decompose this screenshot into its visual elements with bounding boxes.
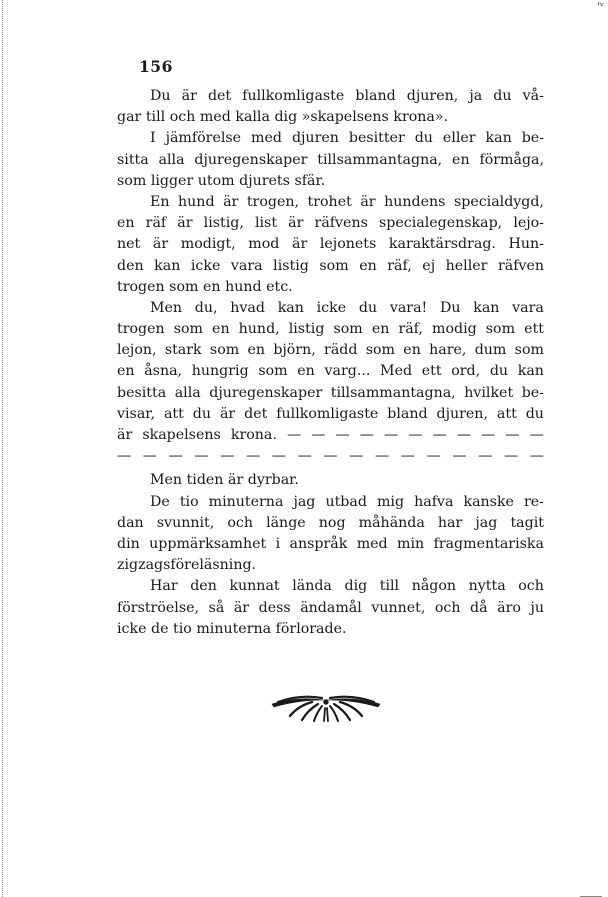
text-line: De tio minuterna jag utbad mig hafva kanske re- — [150, 493, 544, 510]
text-line: en räf är listig, list är räfvens specialegenskap, lejo- — [117, 215, 544, 232]
text-line: zigzagsföreläsning. — [117, 557, 257, 574]
text-line: en åsna, hungrig som en varg... Med ett ord, du kan — [117, 363, 544, 380]
text-line: Har den kunnat lända dig till någon nytta och — [150, 578, 544, 595]
page-edge-rule — [2, 0, 4, 897]
text-line: Du är det fullkomligaste bland djuren, ja du vå- — [150, 88, 544, 104]
text-line: visar, att du är det fullkomligaste bland djuren, att du — [117, 405, 544, 422]
text-line: sitta alla djuregenskaper tillsammantagna, en förmåga, — [117, 151, 544, 168]
text-line: icke de tio minuterna förlorade. — [117, 620, 347, 637]
page-number: 156 — [139, 57, 173, 76]
text-line: — — — — — — — — — — — — — — — — — — [117, 448, 544, 465]
text-line: besitta alla djuregenskaper tillsammantagna, hvilket be- — [117, 384, 544, 401]
text-line: trogen som en hund etc. — [117, 278, 293, 295]
text-line: net är modigt, mod är lejonets karaktärsdrag. Hun- — [117, 236, 544, 253]
text-line: trogen som en hund, listig som en räf, modig som ett — [117, 321, 544, 338]
text-line: dan svunnit, och länge nog måhända har jag tagit — [117, 514, 544, 531]
text-line: Men tiden är dyrbar. — [150, 472, 299, 489]
text-line: förströelse, så är dess ändamål vunnet, och då äro ju — [117, 599, 544, 616]
body-text — [117, 86, 544, 640]
scan-edge-mark — [580, 882, 602, 897]
tailpiece-ornament-icon — [268, 690, 384, 724]
corner-mark-icon: 'ᵛ — [596, 0, 604, 13]
text-line: Men du, hvad kan icke du vara! Du kan vara — [150, 299, 544, 316]
text-line: som ligger utom djurets sfär. — [117, 172, 326, 189]
text-line: är skapelsens krona. — — — — — — — — — — — — [117, 427, 544, 443]
text-line: I jämförelse med djuren besitter du eller kan be- — [150, 130, 544, 147]
text-line: din uppmärksamhet i anspråk med min fragmentariska — [117, 535, 544, 552]
text-line: lejon, stark som en björn, rädd som en hare, dum som — [117, 342, 544, 359]
text-line: En hund är trogen, trohet är hundens specialdygd, — [150, 193, 544, 210]
text-line: gar till och med kalla dig »skapelsens krona». — [117, 109, 449, 126]
text-line: den kan icke vara listig som en räf, ej heller räfven — [117, 257, 544, 274]
